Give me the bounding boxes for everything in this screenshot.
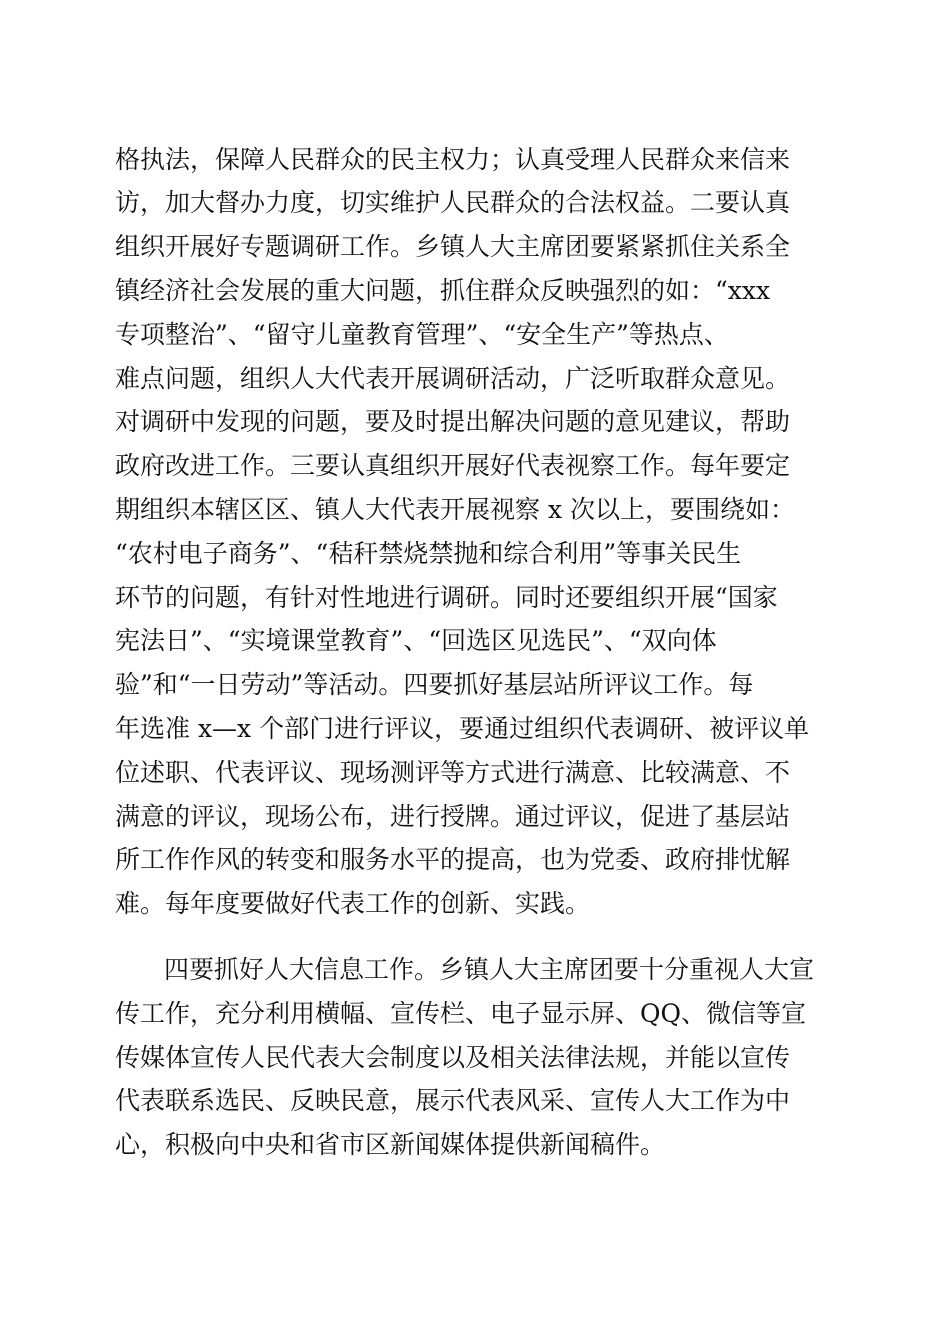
paragraph-2-line-1: 四要抓好人大信息工作。乡镇人大主席团要十分重视人大宣 — [164, 955, 815, 984]
paragraph-1-line-12: 宪法日”、“实境课堂教育”、“回选区见选民”、“双向体 — [115, 626, 717, 655]
paragraph-1-line-2: 访，加大督办力度，切实维护人民群众的合法权益。二要认真 — [115, 188, 791, 217]
paragraph-1-line-17: 所工作作风的转变和服务水平的提高，也为党委、政府排忧解 — [115, 845, 791, 874]
paragraph-1-line-7: 对调研中发现的问题，要及时提出解决问题的意见建议，帮助 — [115, 407, 791, 436]
paragraph-2-line-2: 传工作，充分利用横幅、宣传栏、电子显示屏、QQ、微信等宣 — [115, 999, 806, 1028]
paragraph-1-line-11: 环节的问题，有针对性地进行调研。同时还要组织开展“国家 — [115, 583, 778, 612]
paragraph-1-line-15: 位述职、代表评议、现场测评等方式进行满意、比较满意、不 — [115, 758, 791, 787]
paragraph-2-line-5: 心，积极向中央和省市区新闻媒体提供新闻稿件。 — [115, 1130, 666, 1159]
paragraph-1-line-8: 政府改进工作。三要认真组织开展好代表视察工作。每年要定 — [115, 451, 791, 480]
paragraph-1-line-4: 镇经济社会发展的重大问题，抓住群众反映强烈的如：“xxx — [115, 276, 771, 305]
paragraph-2-line-3: 传媒体宣传人民代表大会制度以及相关法律法规，并能以宣传 — [115, 1043, 791, 1072]
paragraph-1-line-1: 格执法，保障人民群众的民主权力；认真受理人民群众来信来 — [115, 145, 791, 174]
paragraph-1-line-18: 难。每年度要做好代表工作的创新、实践。 — [115, 889, 591, 918]
paragraph-1-line-5: 专项整治”、“留守儿童教育管理”、“安全生产”等热点、 — [115, 320, 729, 349]
paragraph-1-line-10: “农村电子商务”、“秸秆禁烧禁抛和综合利用”等事关民生 — [115, 539, 742, 568]
paragraph-1-line-16: 满意的评议，现场公布，进行授牌。通过评议，促进了基层站 — [115, 802, 791, 831]
paragraph-1-line-13: 验”和“一日劳动”等活动。四要抓好基层站所评议工作。每 — [115, 670, 754, 699]
paragraph-1-line-6: 难点问题，组织人大代表开展调研活动，广泛听取群众意见。 — [115, 364, 791, 393]
paragraph-1-line-3: 组织开展好专题调研工作。乡镇人大主席团要紧紧抓住关系全 — [115, 232, 791, 261]
paragraph-2-line-4: 代表联系选民、反映民意，展示代表风采、宣传人大工作为中 — [115, 1086, 791, 1115]
paragraph-1-line-9: 期组织本辖区区、镇人大代表开展视察 x 次以上，要围绕如： — [115, 495, 795, 524]
paragraph-1-line-14: 年选准 x—x 个部门进行评议，要通过组织代表调研、被评议单 — [115, 714, 810, 743]
